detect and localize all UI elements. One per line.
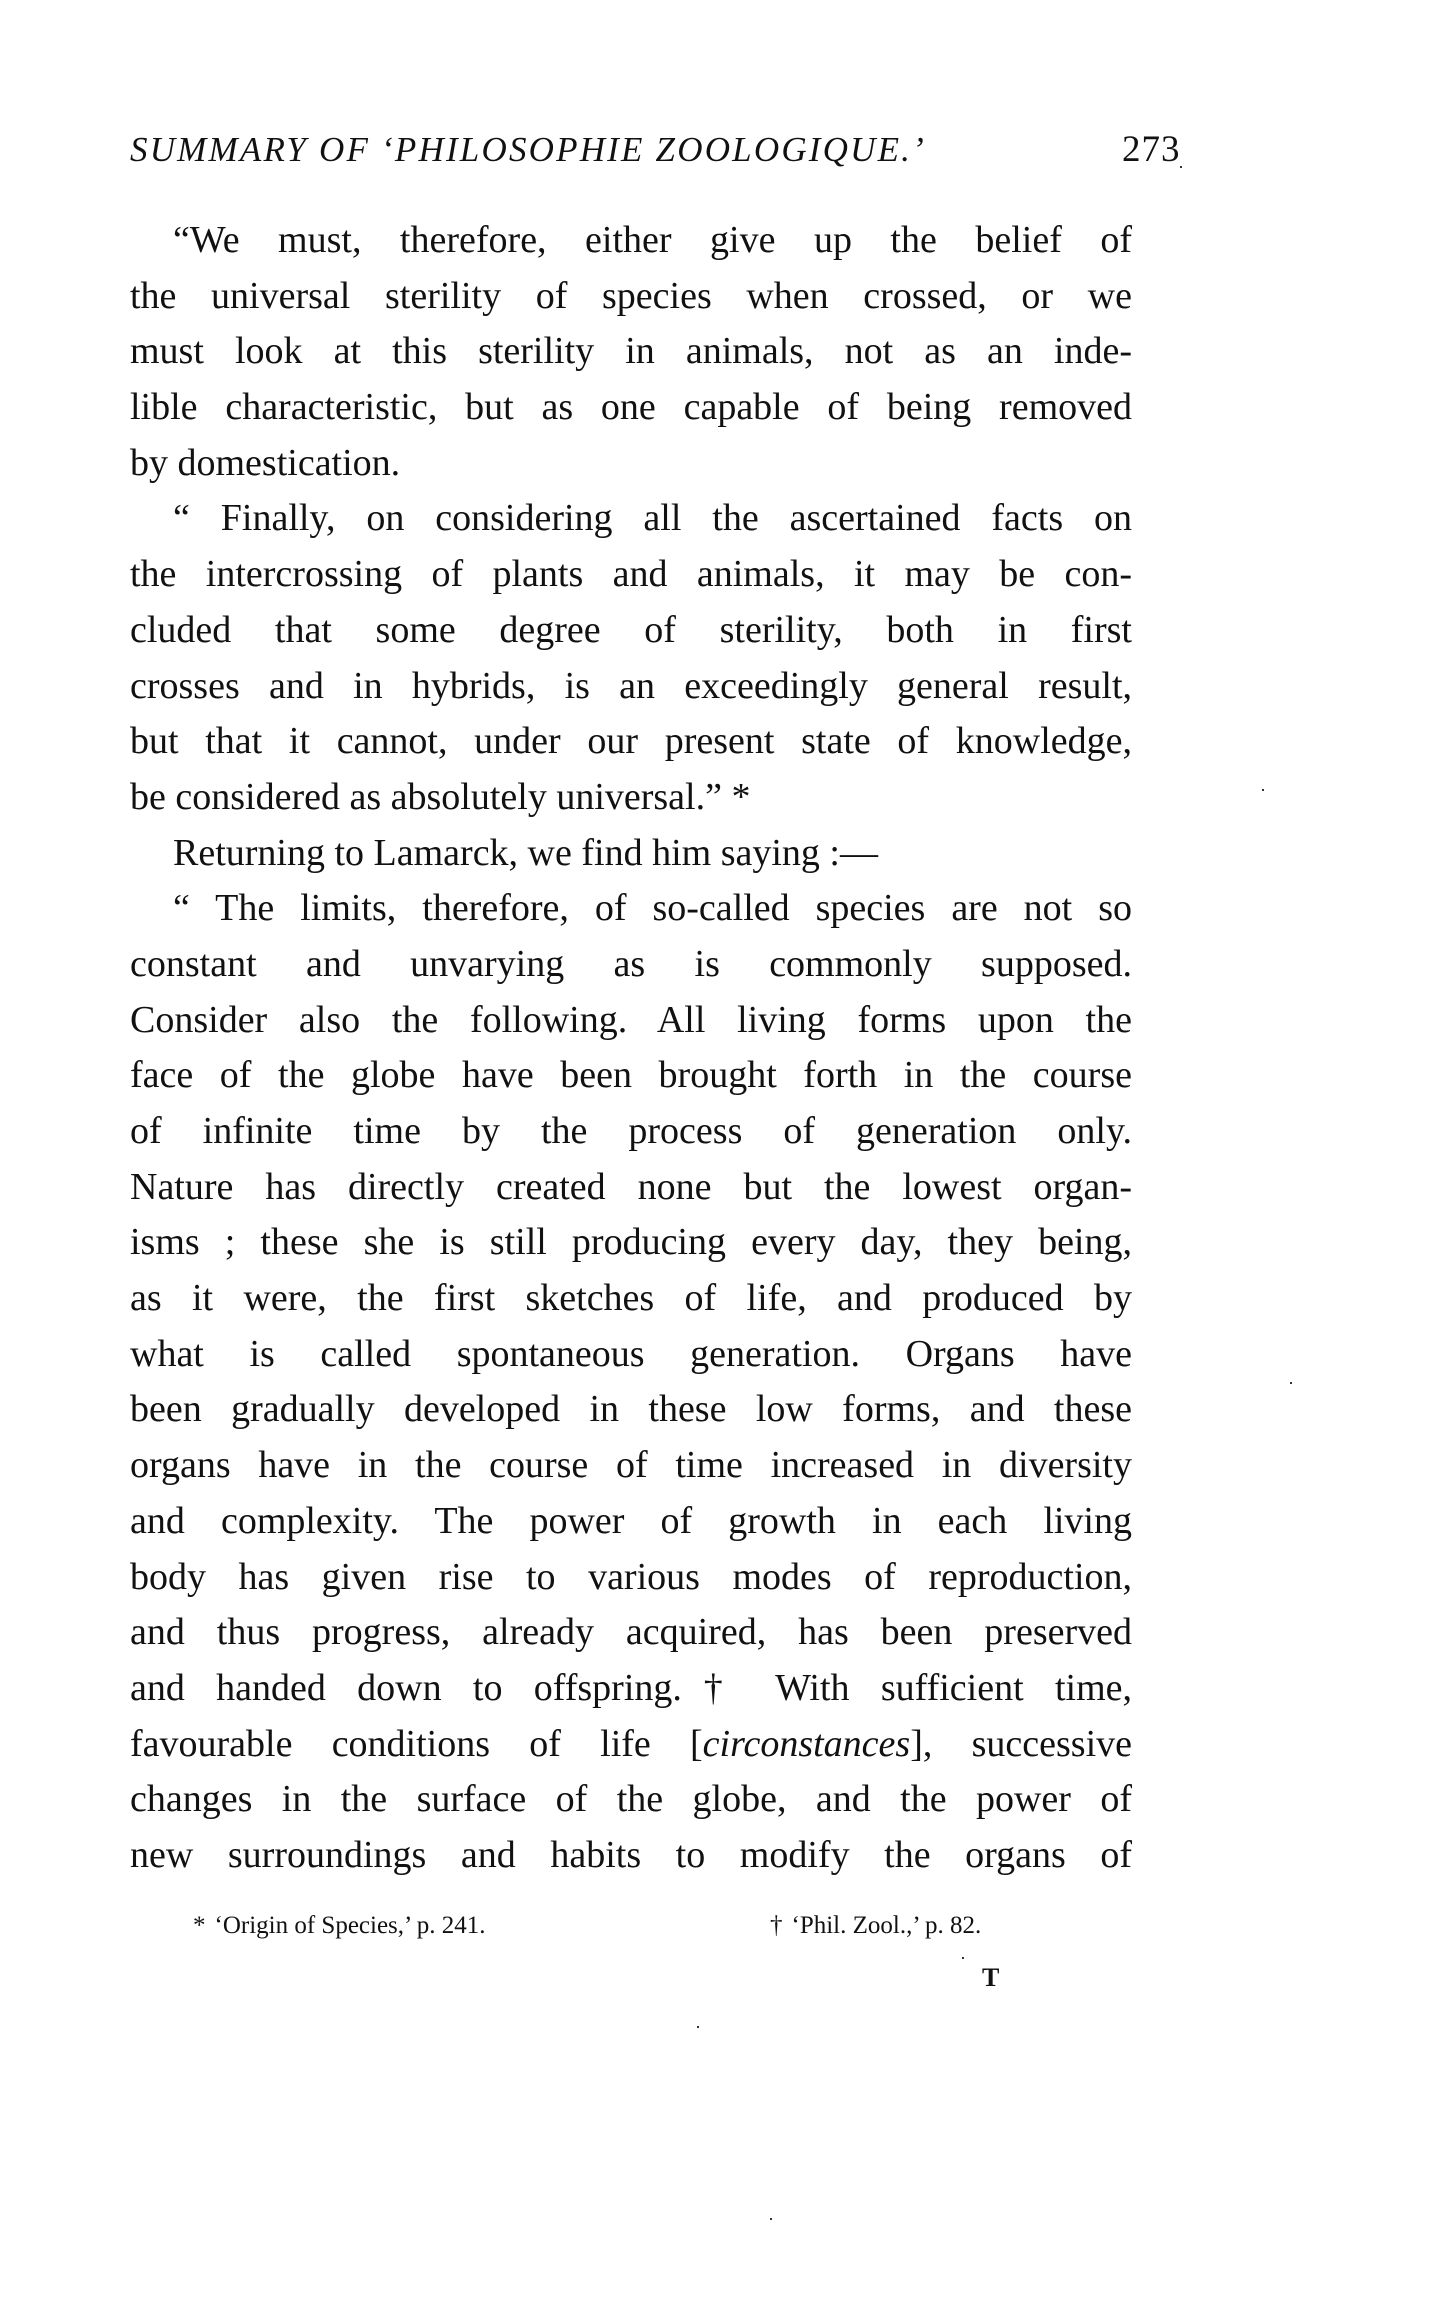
text-line: isms ; these she is still producing every day, they being, xyxy=(130,1221,1132,1264)
text-line: as it were, the first sketches of life, and produced by xyxy=(130,1277,1132,1320)
text-line: Nature has directly created none but the lowest organ- xyxy=(130,1165,1132,1208)
text-line: “ Finally, on considering all the ascertained facts on xyxy=(173,497,1132,540)
text-line: face of the globe have been brought forth in the course xyxy=(130,1054,1132,1097)
footnote-text: ‘Origin of Species,’ p. 241. xyxy=(214,1912,486,1939)
footnote-ref-star: be considered as absolutely universal.” * xyxy=(130,775,751,818)
text-line: and handed down to offspring.† With sufficient time, xyxy=(130,1666,1132,1709)
text-line: must look at this sterility in animals, not as an inde- xyxy=(130,330,1132,373)
scan-speck xyxy=(1290,1382,1292,1384)
text-line: body has given rise to various modes of reproduction, xyxy=(130,1555,1132,1598)
text-line: new surroundings and habits to modify the organs of xyxy=(130,1833,1132,1876)
text-line: “We must, therefore, either give up the belief of xyxy=(173,219,1132,261)
text-line: what is called spontaneous generation. Organs have xyxy=(130,1332,1132,1375)
text-line: “ The limits, therefore, of so-called species are not so xyxy=(173,887,1132,930)
body-text xyxy=(130,213,1132,1884)
text-line: lible characteristic, but as one capable of being removed xyxy=(130,386,1132,429)
page-number: 273 xyxy=(1122,129,1181,170)
scan-speck xyxy=(1180,166,1182,168)
text-line: the intercrossing of plants and animals, it may be con- xyxy=(130,553,1132,596)
dagger-mark: † xyxy=(770,1912,783,1939)
scan-speck xyxy=(1262,789,1264,791)
text-line: crosses and in hybrids, is an exceedingly general result, xyxy=(130,664,1132,707)
italic-term: circonstances xyxy=(702,1722,911,1765)
asterisk-mark: * xyxy=(193,1912,206,1939)
text-line xyxy=(130,770,1132,826)
scan-speck xyxy=(697,2026,699,2028)
text-line: Returning to Lamarck, we find him saying :— xyxy=(173,831,878,874)
text-line: changes in the surface of the globe, and the power of xyxy=(130,1778,1132,1821)
text-line: constant and unvarying as is commonly supposed. xyxy=(130,942,1132,985)
running-head xyxy=(130,128,1180,172)
text-line: by domestication. xyxy=(130,441,401,484)
footnotes xyxy=(0,1906,1437,1946)
scan-speck xyxy=(962,1957,964,1959)
scan-speck xyxy=(770,2218,772,2220)
footnote-text: ‘Phil. Zool.,’ p. 82. xyxy=(791,1912,982,1939)
text-line-italic: favourable conditions of life [circonstances], successive xyxy=(130,1722,1132,1765)
text-line: been gradually developed in these low forms, and these xyxy=(130,1388,1132,1431)
footnote-phil-zool xyxy=(770,1906,981,1946)
text-line: organs have in the course of time increased in diversity xyxy=(130,1444,1132,1487)
text-line: Consider also the following. All living forms upon the xyxy=(130,998,1132,1041)
text-line: and complexity. The power of growth in each living xyxy=(130,1499,1132,1542)
text-line: cluded that some degree of sterility, both in first xyxy=(130,608,1132,651)
text-line: and thus progress, already acquired, has been preserved xyxy=(130,1611,1132,1654)
signature-mark: T xyxy=(982,1963,1000,1992)
footnote-origin-of-species xyxy=(193,1906,486,1946)
running-head-title: SUMMARY OF ‘PHILOSOPHIE ZOOLOGIQUE.’ xyxy=(130,130,926,169)
text-line: of infinite time by the process of generation only. xyxy=(130,1110,1132,1152)
text-line: but that it cannot, under our present state of knowledge, xyxy=(130,720,1132,763)
text-line: the universal sterility of species when crossed, or we xyxy=(130,274,1132,317)
